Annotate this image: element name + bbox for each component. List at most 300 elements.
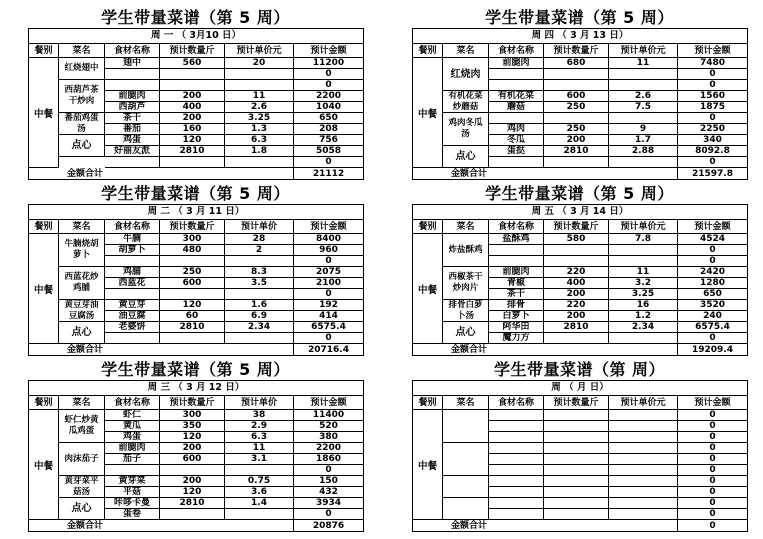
total-label: 金额合计 <box>29 168 294 180</box>
meal-label: 中餐 <box>29 58 59 168</box>
ingredient-cell: 前腿肉 <box>489 58 544 69</box>
ingredient-cell: 平菇 <box>105 487 160 498</box>
ingredient-cell: 前腿肉 <box>105 443 160 454</box>
quantity-cell: 200 <box>160 91 225 102</box>
unit-price-cell: 20 <box>225 58 294 69</box>
unit-price-cell <box>609 245 678 256</box>
meal-label: 中餐 <box>413 410 443 520</box>
amount-cell: 0 <box>294 333 364 344</box>
ingredient-cell <box>105 80 160 91</box>
ingredient-cell <box>489 245 544 256</box>
unit-price-cell: 6.9 <box>225 311 294 322</box>
ingredient-cell <box>489 454 544 465</box>
total-amount: 21112 <box>294 168 364 180</box>
menu-grid <box>29 410 364 520</box>
ingredient-cell <box>105 289 160 300</box>
column-header: 预计数量斤 <box>160 44 225 58</box>
unit-price-cell <box>609 80 678 91</box>
ingredient-cell: 胡萝卜 <box>105 245 160 256</box>
quantity-cell: 680 <box>544 58 609 69</box>
ingredient-cell: 黄豆芽 <box>105 300 160 311</box>
column-header: 预计单价元 <box>609 44 678 58</box>
amount-cell: 5058 <box>294 146 364 157</box>
total-row <box>413 168 748 180</box>
unit-price-cell: 9 <box>609 124 678 135</box>
column-header: 预计数量斤 <box>160 396 225 410</box>
unit-price-cell <box>609 421 678 432</box>
ingredient-cell: 茶干 <box>105 113 160 124</box>
unit-price-cell <box>609 509 678 520</box>
quantity-cell <box>160 509 225 520</box>
quantity-cell <box>160 333 225 344</box>
amount-cell: 340 <box>678 135 748 146</box>
unit-price-cell: 11 <box>609 267 678 278</box>
quantity-cell: 2810 <box>544 322 609 333</box>
total-label: 金额合计 <box>29 520 294 532</box>
ingredient-cell: 鸡蛋 <box>105 135 160 146</box>
quantity-cell <box>544 410 609 421</box>
ingredient-cell: 茄子 <box>105 454 160 465</box>
ingredient-cell <box>489 157 544 168</box>
amount-cell: 0 <box>678 157 748 168</box>
menu-grid <box>29 58 364 168</box>
quantity-cell <box>544 157 609 168</box>
quantity-cell: 60 <box>160 311 225 322</box>
column-header: 食材名称 <box>105 44 160 58</box>
unit-price-cell: 3.25 <box>609 289 678 300</box>
menu-grid <box>29 234 364 344</box>
unit-price-cell <box>225 509 294 520</box>
menu-row <box>29 157 364 168</box>
quantity-cell: 220 <box>544 267 609 278</box>
quantity-cell <box>160 256 225 267</box>
total-row <box>29 520 364 532</box>
ingredient-cell: 鸡蛋 <box>105 432 160 443</box>
amount-cell: 756 <box>294 135 364 146</box>
unit-price-cell: 1.6 <box>225 300 294 311</box>
day-header: 周 一 （ 3月10 日） <box>29 29 364 44</box>
amount-cell: 650 <box>294 113 364 124</box>
ingredient-cell <box>105 256 160 267</box>
unit-price-cell: 3.25 <box>225 113 294 124</box>
ingredient-cell <box>105 333 160 344</box>
amount-cell: 0 <box>678 432 748 443</box>
quantity-cell: 300 <box>160 234 225 245</box>
quantity-cell: 250 <box>160 267 225 278</box>
unit-price-cell: 3.1 <box>225 454 294 465</box>
unit-price-cell <box>609 487 678 498</box>
ingredient-cell <box>489 498 544 509</box>
quantity-cell: 160 <box>160 124 225 135</box>
quantity-cell: 400 <box>160 102 225 113</box>
amount-cell: 2075 <box>294 267 364 278</box>
menu-table <box>412 204 748 356</box>
menu-title <box>28 8 363 28</box>
amount-cell: 0 <box>678 256 748 267</box>
ingredient-cell: 咔哆卡曼 <box>105 498 160 509</box>
ingredient-cell: 黄芽菜 <box>105 476 160 487</box>
total-amount: 21597.8 <box>678 168 748 180</box>
menu-grid <box>413 234 748 344</box>
amount-cell: 0 <box>294 256 364 267</box>
unit-price-cell: 11 <box>225 91 294 102</box>
dish-name: 点心 <box>59 322 105 344</box>
amount-cell: 0 <box>294 69 364 80</box>
quantity-cell: 120 <box>160 487 225 498</box>
meal-label: 中餐 <box>29 234 59 344</box>
menu-title <box>412 184 747 204</box>
amount-cell: 4524 <box>678 234 748 245</box>
column-header: 菜名 <box>59 44 105 58</box>
quantity-cell <box>544 432 609 443</box>
menu-table <box>28 204 364 356</box>
total-amount: 0 <box>678 520 748 532</box>
amount-cell: 0 <box>678 443 748 454</box>
unit-price-cell <box>225 333 294 344</box>
column-header: 菜名 <box>59 396 105 410</box>
quantity-cell: 200 <box>544 289 609 300</box>
unit-price-cell: 1.8 <box>225 146 294 157</box>
ingredient-cell: 茶干 <box>489 289 544 300</box>
dish-name: 肉沫茄子 <box>59 443 105 476</box>
day-header: 周 四 （ 3 月 13 日） <box>413 29 748 44</box>
dish-name <box>443 443 489 476</box>
menu-title <box>28 360 363 380</box>
ingredient-cell: 冬瓜 <box>489 135 544 146</box>
unit-price-cell <box>609 410 678 421</box>
column-header: 预计金额 <box>678 44 748 58</box>
unit-price-cell: 38 <box>225 410 294 421</box>
unit-price-cell <box>225 256 294 267</box>
amount-cell: 0 <box>678 465 748 476</box>
quantity-cell <box>544 245 609 256</box>
menu-title-text: 学生带量菜谱（第 周） <box>493 360 666 379</box>
quantity-cell: 250 <box>544 124 609 135</box>
dish-name: 鸡肉冬瓜汤 <box>443 113 489 146</box>
dish-name: 红烧肉 <box>443 58 489 91</box>
column-header: 菜名 <box>443 396 489 410</box>
amount-cell: 8400 <box>294 234 364 245</box>
dish-name: 虾仁炒黄瓜鸡蛋 <box>59 410 105 443</box>
menu-title <box>412 360 747 380</box>
quantity-cell: 120 <box>160 300 225 311</box>
menu-title-text: 学生带量菜谱（第 5 周） <box>485 184 674 203</box>
amount-cell: 1040 <box>294 102 364 113</box>
amount-cell: 1875 <box>678 102 748 113</box>
unit-price-cell: 2.6 <box>225 102 294 113</box>
amount-cell: 0 <box>678 421 748 432</box>
ingredient-cell: 番茄 <box>105 124 160 135</box>
quantity-cell: 600 <box>160 278 225 289</box>
ingredient-cell: 前腿肉 <box>489 267 544 278</box>
unit-price-cell: 2 <box>225 245 294 256</box>
column-header: 预计金额 <box>294 396 364 410</box>
column-header: 预计金额 <box>294 44 364 58</box>
amount-cell: 150 <box>294 476 364 487</box>
quantity-cell <box>544 443 609 454</box>
amount-cell: 1560 <box>678 91 748 102</box>
column-header-row <box>29 220 364 234</box>
column-header-row <box>413 220 748 234</box>
amount-cell: 0 <box>294 465 364 476</box>
column-header-row <box>413 396 748 410</box>
column-header: 预计数量斤 <box>160 220 225 234</box>
day-header: 周 （ 月 日） <box>413 381 748 396</box>
unit-price-cell: 6.3 <box>225 432 294 443</box>
ingredient-cell: 鸡肉 <box>489 124 544 135</box>
ingredient-cell <box>105 69 160 80</box>
unit-price-cell: 11 <box>225 443 294 454</box>
total-label: 金额合计 <box>413 168 678 180</box>
quantity-cell: 200 <box>160 476 225 487</box>
amount-cell: 1860 <box>294 454 364 465</box>
ingredient-cell: 虾仁 <box>105 410 160 421</box>
total-label: 金额合计 <box>29 344 294 356</box>
ingredient-cell <box>489 487 544 498</box>
column-header: 菜名 <box>443 220 489 234</box>
amount-cell: 650 <box>678 289 748 300</box>
quantity-cell: 120 <box>160 135 225 146</box>
amount-cell: 3520 <box>678 300 748 311</box>
column-header: 预计数量斤 <box>544 44 609 58</box>
total-amount: 20716.4 <box>294 344 364 356</box>
quantity-cell: 220 <box>544 300 609 311</box>
menu-title-text: 学生带量菜谱（第 5 周） <box>101 8 290 27</box>
dish-name: 牛腩烧胡萝卜 <box>59 234 105 267</box>
ingredient-cell: 牛腩 <box>105 234 160 245</box>
unit-price-cell: 3.5 <box>225 278 294 289</box>
quantity-cell: 600 <box>544 91 609 102</box>
dish-name: 红烧翅中 <box>59 58 105 80</box>
column-header: 预计单价 <box>225 220 294 234</box>
amount-cell: 11400 <box>294 410 364 421</box>
unit-price-cell <box>609 465 678 476</box>
column-header: 餐别 <box>29 220 59 234</box>
day-header: 周 五 （ 3 月 14 日） <box>413 205 748 220</box>
total-row <box>413 344 748 356</box>
ingredient-cell <box>489 113 544 124</box>
quantity-cell: 250 <box>544 102 609 113</box>
amount-cell: 0 <box>678 333 748 344</box>
quantity-cell: 2810 <box>160 146 225 157</box>
amount-cell: 8092.8 <box>678 146 748 157</box>
amount-cell: 0 <box>678 245 748 256</box>
quantity-cell: 300 <box>160 410 225 421</box>
quantity-cell: 200 <box>160 113 225 124</box>
quantity-cell <box>544 498 609 509</box>
ingredient-cell: 青椒 <box>489 278 544 289</box>
unit-price-cell: 2.34 <box>225 322 294 333</box>
ingredient-cell: 蛋挞 <box>489 146 544 157</box>
amount-cell: 2100 <box>294 278 364 289</box>
menu-title-text: 学生带量菜谱（第 5 周） <box>101 184 290 203</box>
column-header: 预计金额 <box>678 396 748 410</box>
unit-price-cell <box>609 333 678 344</box>
unit-price-cell: 0.75 <box>225 476 294 487</box>
unit-price-cell: 2.34 <box>609 322 678 333</box>
dish-name: 炸盐酥鸡 <box>443 234 489 267</box>
ingredient-cell: 排骨 <box>489 300 544 311</box>
quantity-cell <box>544 80 609 91</box>
column-header: 预计数量斤 <box>544 220 609 234</box>
unit-price-cell: 11 <box>609 58 678 69</box>
column-header: 预计金额 <box>678 220 748 234</box>
ingredient-cell: 有机花菜 <box>489 91 544 102</box>
unit-price-cell <box>609 476 678 487</box>
quantity-cell: 200 <box>544 135 609 146</box>
amount-cell: 192 <box>294 300 364 311</box>
unit-price-cell <box>225 80 294 91</box>
ingredient-cell <box>489 410 544 421</box>
amount-cell: 0 <box>678 487 748 498</box>
amount-cell: 380 <box>294 432 364 443</box>
unit-price-cell: 28 <box>225 234 294 245</box>
amount-cell: 240 <box>678 311 748 322</box>
amount-cell: 0 <box>678 509 748 520</box>
ingredient-cell: 翅中 <box>105 58 160 69</box>
ingredient-cell: 西蓝花 <box>105 278 160 289</box>
column-header: 餐别 <box>29 396 59 410</box>
quantity-cell <box>160 465 225 476</box>
quantity-cell <box>544 454 609 465</box>
dish-name: 点心 <box>59 498 105 520</box>
unit-price-cell <box>225 157 294 168</box>
column-header-row <box>29 396 364 410</box>
unit-price-cell <box>609 113 678 124</box>
amount-cell: 2200 <box>294 91 364 102</box>
unit-price-cell: 1.3 <box>225 124 294 135</box>
column-header: 预计金额 <box>294 220 364 234</box>
ingredient-cell: 西葫芦 <box>105 102 160 113</box>
quantity-cell: 2810 <box>160 498 225 509</box>
column-header: 食材名称 <box>105 220 160 234</box>
unit-price-cell <box>609 443 678 454</box>
unit-price-cell: 3.2 <box>609 278 678 289</box>
amount-cell: 208 <box>294 124 364 135</box>
total-label: 金额合计 <box>413 520 678 532</box>
unit-price-cell: 7.5 <box>609 102 678 113</box>
dish-name: 黄芽菜平菇汤 <box>59 476 105 498</box>
quantity-cell <box>160 157 225 168</box>
amount-cell: 432 <box>294 487 364 498</box>
unit-price-cell <box>609 454 678 465</box>
unit-price-cell: 2.88 <box>609 146 678 157</box>
quantity-cell <box>544 476 609 487</box>
unit-price-cell <box>225 289 294 300</box>
unit-price-cell: 2.6 <box>609 91 678 102</box>
amount-cell: 3934 <box>294 498 364 509</box>
column-header: 食材名称 <box>105 396 160 410</box>
ingredient-cell: 好丽友派 <box>105 146 160 157</box>
column-header: 预计单价 <box>225 396 294 410</box>
amount-cell: 0 <box>294 509 364 520</box>
amount-cell: 960 <box>294 245 364 256</box>
dish-name: 点心 <box>443 322 489 344</box>
unit-price-cell: 8.3 <box>225 267 294 278</box>
total-label: 金额合计 <box>413 344 678 356</box>
ingredient-cell <box>105 465 160 476</box>
ingredient-cell: 蛋卷 <box>105 509 160 520</box>
quantity-cell: 480 <box>160 245 225 256</box>
ingredient-cell: 魔力方 <box>489 333 544 344</box>
menu-table <box>28 380 364 532</box>
amount-cell: 0 <box>678 498 748 509</box>
menu-table <box>412 380 748 532</box>
quantity-cell: 200 <box>160 443 225 454</box>
column-header: 预计单价元 <box>609 220 678 234</box>
ingredient-cell: 阿华田 <box>489 322 544 333</box>
column-header: 食材名称 <box>489 44 544 58</box>
unit-price-cell: 1.7 <box>609 135 678 146</box>
column-header: 食材名称 <box>489 220 544 234</box>
quantity-cell: 200 <box>544 311 609 322</box>
meal-label: 中餐 <box>29 410 59 520</box>
unit-price-cell: 2.9 <box>225 421 294 432</box>
total-amount: 20876 <box>294 520 364 532</box>
dish-name: 点心 <box>443 146 489 168</box>
amount-cell: 11200 <box>294 58 364 69</box>
menu-title <box>412 8 747 28</box>
ingredient-cell <box>489 80 544 91</box>
ingredient-cell <box>489 476 544 487</box>
amount-cell: 6575.4 <box>678 322 748 333</box>
menu-title-text: 学生带量菜谱（第 5 周） <box>485 8 674 27</box>
column-header: 餐别 <box>413 44 443 58</box>
amount-cell: 0 <box>678 69 748 80</box>
meal-label: 中餐 <box>413 58 443 168</box>
column-header: 菜名 <box>59 220 105 234</box>
unit-price-cell <box>609 432 678 443</box>
quantity-cell: 350 <box>160 421 225 432</box>
quantity-cell: 2810 <box>160 322 225 333</box>
column-header: 预计数量斤 <box>544 396 609 410</box>
quantity-cell: 580 <box>544 234 609 245</box>
quantity-cell: 600 <box>160 454 225 465</box>
amount-cell: 0 <box>678 476 748 487</box>
ingredient-cell <box>489 421 544 432</box>
unit-price-cell <box>609 69 678 80</box>
amount-cell: 414 <box>294 311 364 322</box>
quantity-cell <box>544 465 609 476</box>
column-header-row <box>29 44 364 58</box>
unit-price-cell: 1.4 <box>225 498 294 509</box>
quantity-cell: 120 <box>160 432 225 443</box>
ingredient-cell: 黄瓜 <box>105 421 160 432</box>
column-header: 餐别 <box>29 44 59 58</box>
quantity-cell <box>544 509 609 520</box>
amount-cell: 0 <box>678 454 748 465</box>
amount-cell: 0 <box>678 80 748 91</box>
unit-price-cell <box>225 465 294 476</box>
unit-price-cell: 1.2 <box>609 311 678 322</box>
menu-grid <box>413 410 748 520</box>
quantity-cell <box>160 69 225 80</box>
amount-cell: 0 <box>294 157 364 168</box>
amount-cell: 2250 <box>678 124 748 135</box>
quantity-cell <box>544 333 609 344</box>
amount-cell: 2200 <box>294 443 364 454</box>
ingredient-cell <box>489 432 544 443</box>
dish-name: 番茄鸡蛋汤 <box>59 113 105 135</box>
ingredient-cell <box>489 509 544 520</box>
unit-price-cell <box>609 157 678 168</box>
dish-name: 点心 <box>59 135 105 157</box>
unit-price-cell: 7.8 <box>609 234 678 245</box>
column-header: 菜名 <box>443 44 489 58</box>
amount-cell: 6575.4 <box>294 322 364 333</box>
menu-title-text: 学生带量菜谱（第 5 周） <box>101 360 290 379</box>
amount-cell: 2420 <box>678 267 748 278</box>
